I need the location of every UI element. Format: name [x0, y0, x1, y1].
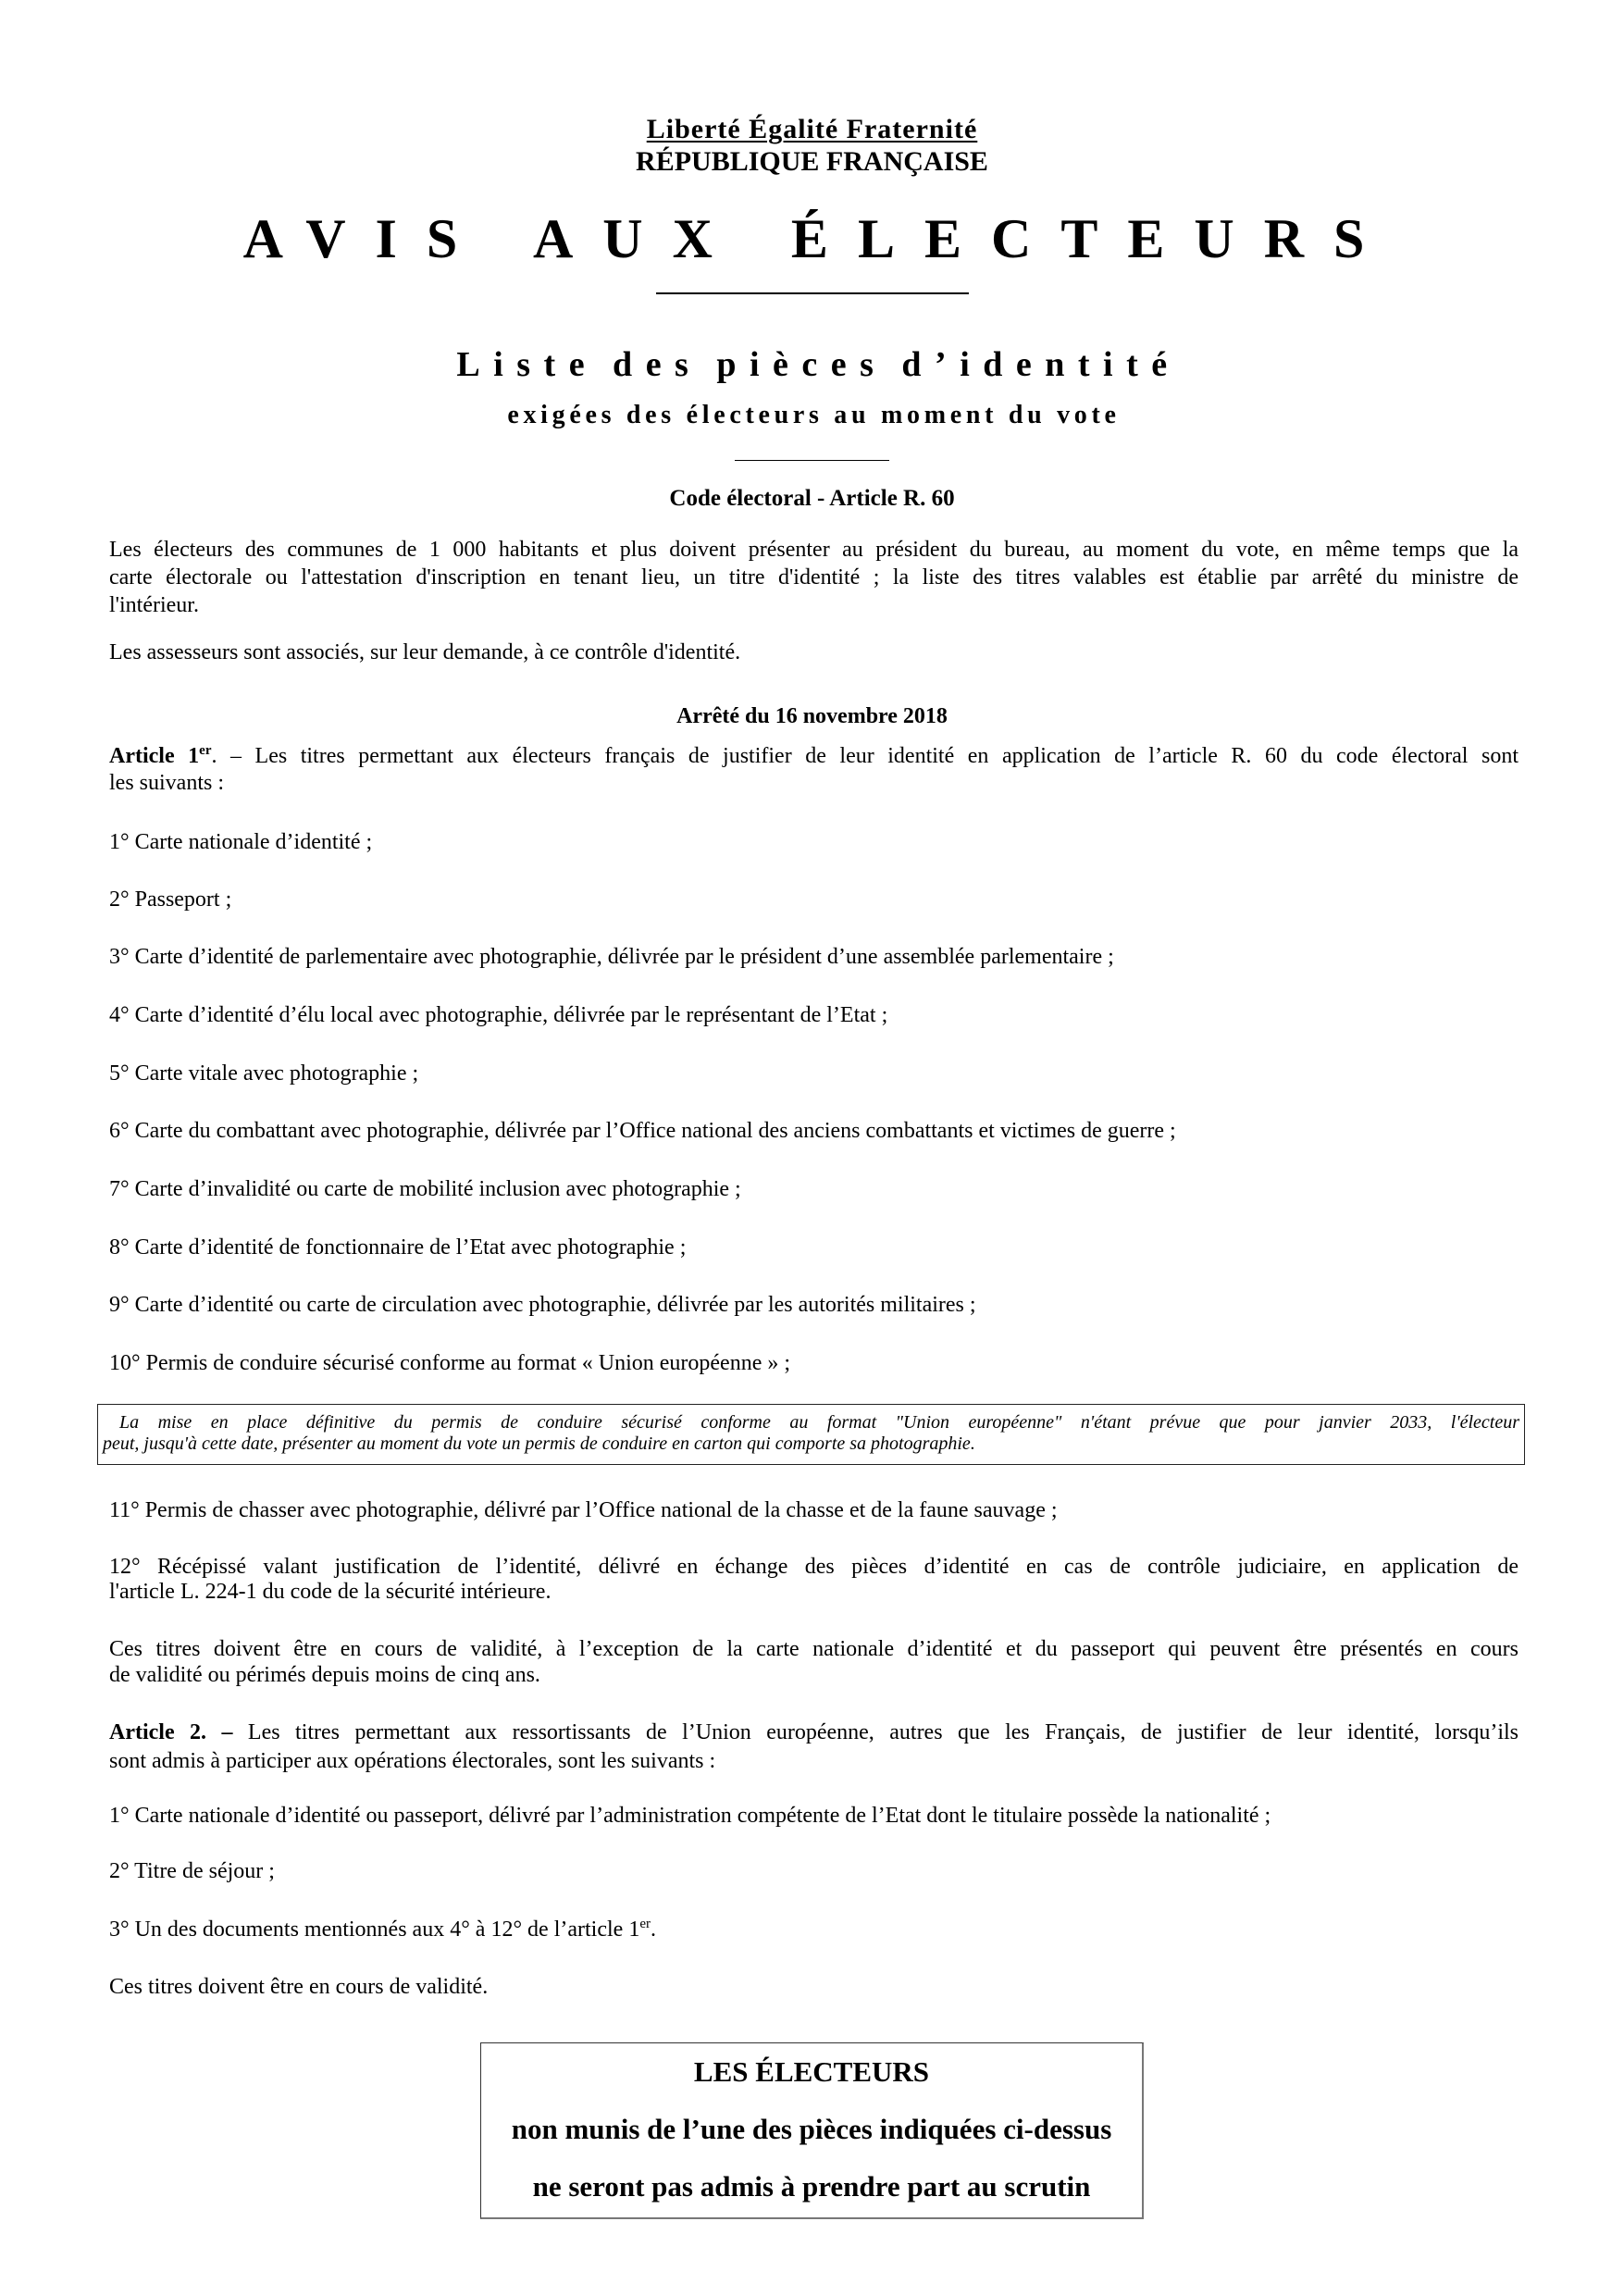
article2-label: Article 2. –	[109, 1720, 233, 1744]
article1-item-3: 3° Carte d’identité de parlementaire avec photographie, délivrée par le président d’une assemblée parlementaire ;	[109, 945, 1114, 969]
article1-line	[109, 743, 1519, 770]
article1-intro-text: . – Les titres permettant aux électeurs français de justifier de leur identité en application de l’article R. 60 du code électoral sont	[211, 744, 1519, 768]
note-line: La mise en place définitive du permis de conduire sécurisé conforme au format "Union européenne" n'étant prévue que pour janvier 2033, l'électeur	[119, 1412, 1519, 1433]
warning-box	[480, 2042, 1144, 2219]
article1-item-5: 5° Carte vitale avec photographie ;	[109, 1061, 419, 1086]
page-title: AVIS AUX ÉLECTEURS	[242, 208, 1395, 269]
article1-item-12	[109, 1555, 1519, 1605]
code-paragraph-line: l'intérieur.	[109, 593, 199, 617]
article2-item-3-end: .	[650, 1917, 656, 1942]
warning-line-1: LES ÉLECTEURS	[693, 2055, 930, 2088]
warning-line-2: non munis de l’une des pièces indiquées ci-dessus	[511, 2113, 1112, 2145]
assessors-paragraph	[109, 639, 1519, 666]
article1-item-8: 8° Carte d’identité de fonctionnaire de l’Etat avec photographie ;	[109, 1235, 687, 1260]
article2-item-2: 2° Titre de séjour ;	[109, 1859, 275, 1883]
article2-line2: sont admis à participer aux opérations électorales, sont les suivants :	[109, 1749, 716, 1773]
article2-line	[109, 1719, 1519, 1747]
item12-line: 12° Récépissé valant justification de l’identité, délivré en échange des pièces d’identité en cas de contrôle judiciaire, en application de	[109, 1555, 1519, 1579]
subtitle: Liste des pièces d’identité	[456, 345, 1181, 384]
article1-item-9: 9° Carte d’identité ou carte de circulation avec photographie, délivrée par les autorités militaires ;	[109, 1293, 976, 1317]
article2-validity: Ces titres doivent être en cours de validité.	[109, 1975, 489, 1999]
item12-line: l'article L. 224-1 du code de la sécurité intérieure.	[109, 1580, 552, 1604]
code-paragraph-line: Les électeurs des communes de 1 000 habitants et plus doivent présenter au président du bureau, au moment du vote, en même temps que la	[109, 538, 1519, 562]
motto	[0, 115, 1624, 144]
arrete-heading: Arrêté du 16 novembre 2018	[676, 704, 948, 728]
note-line: peut, jusqu'à cette date, présenter au moment du vote un permis de conduire en carton qui comporte sa photographie.	[103, 1433, 975, 1454]
article2-item-3	[109, 1916, 1519, 1943]
article2-item-3-sup: er	[639, 1917, 651, 1931]
article2-intro-text: Les titres permettant aux ressortissants de l’Union européenne, autres que les Français, de justifier de leur identité, lorsqu’ils	[232, 1720, 1519, 1744]
driving-licence-note	[97, 1404, 1525, 1465]
validity-line: de validité ou périmés depuis moins de cinq ans.	[109, 1663, 540, 1687]
article1-intro	[109, 743, 1519, 797]
article1-line2: les suivants :	[109, 771, 224, 795]
code-paragraph-line: carte électorale ou l'attestation d'inscription en tenant lieu, un titre d'identité ; la liste des titres valables est établie par arrêté du ministre de	[109, 565, 1519, 590]
code-paragraph	[109, 536, 1519, 619]
assessors-text: Les assesseurs sont associés, sur leur demande, à ce contrôle d'identité.	[109, 640, 741, 664]
subtitle-divider	[735, 460, 889, 461]
warning-line-3: ne seront pas admis à prendre part au scrutin	[532, 2170, 1091, 2203]
article1-item-10: 10° Permis de conduire sécurisé conforme au format « Union européenne » ;	[109, 1351, 791, 1375]
article1-item-1: 1° Carte nationale d’identité ;	[109, 830, 373, 854]
article2-intro	[109, 1719, 1519, 1776]
article1-item-6: 6° Carte du combattant avec photographie, délivrée par l’Office national des anciens combattants et victimes de guerre ;	[109, 1119, 1176, 1143]
article2-item-1: 1° Carte nationale d’identité ou passeport, délivré par l’administration compétente de l’Etat dont le titulaire possède la nationalité ;	[109, 1804, 1271, 1828]
code-heading: Code électoral - Article R. 60	[669, 486, 955, 511]
article1-label	[109, 744, 211, 768]
motto-text: Liberté Égalité Fraternité	[646, 114, 978, 144]
validity-line: Ces titres doivent être en cours de validité, à l’exception de la carte nationale d’identité et du passeport qui peuvent être présentés en cours	[109, 1637, 1519, 1661]
article1-item-7: 7° Carte d’invalidité ou carte de mobilité inclusion avec photographie ;	[109, 1177, 741, 1201]
republic-name: RÉPUBLIQUE FRANÇAISE	[636, 146, 988, 177]
title-divider	[656, 292, 969, 294]
article1-label-sup: er	[199, 743, 212, 758]
article1-item-4: 4° Carte d’identité d’élu local avec photographie, délivrée par le représentant de l’Etat ;	[109, 1003, 888, 1027]
article2-item-3-text: 3° Un des documents mentionnés aux 4° à 12° de l’article 1	[109, 1917, 640, 1942]
article1-item-2: 2° Passeport ;	[109, 887, 232, 912]
subtitle-secondary: exigées des électeurs au moment du vote	[507, 401, 1121, 429]
article1-label-text: Article 1	[109, 744, 200, 768]
article1-validity	[109, 1636, 1519, 1688]
article1-item-11: 11° Permis de chasser avec photographie, délivré par l’Office national de la chasse et de la faune sauvage ;	[109, 1498, 1058, 1522]
